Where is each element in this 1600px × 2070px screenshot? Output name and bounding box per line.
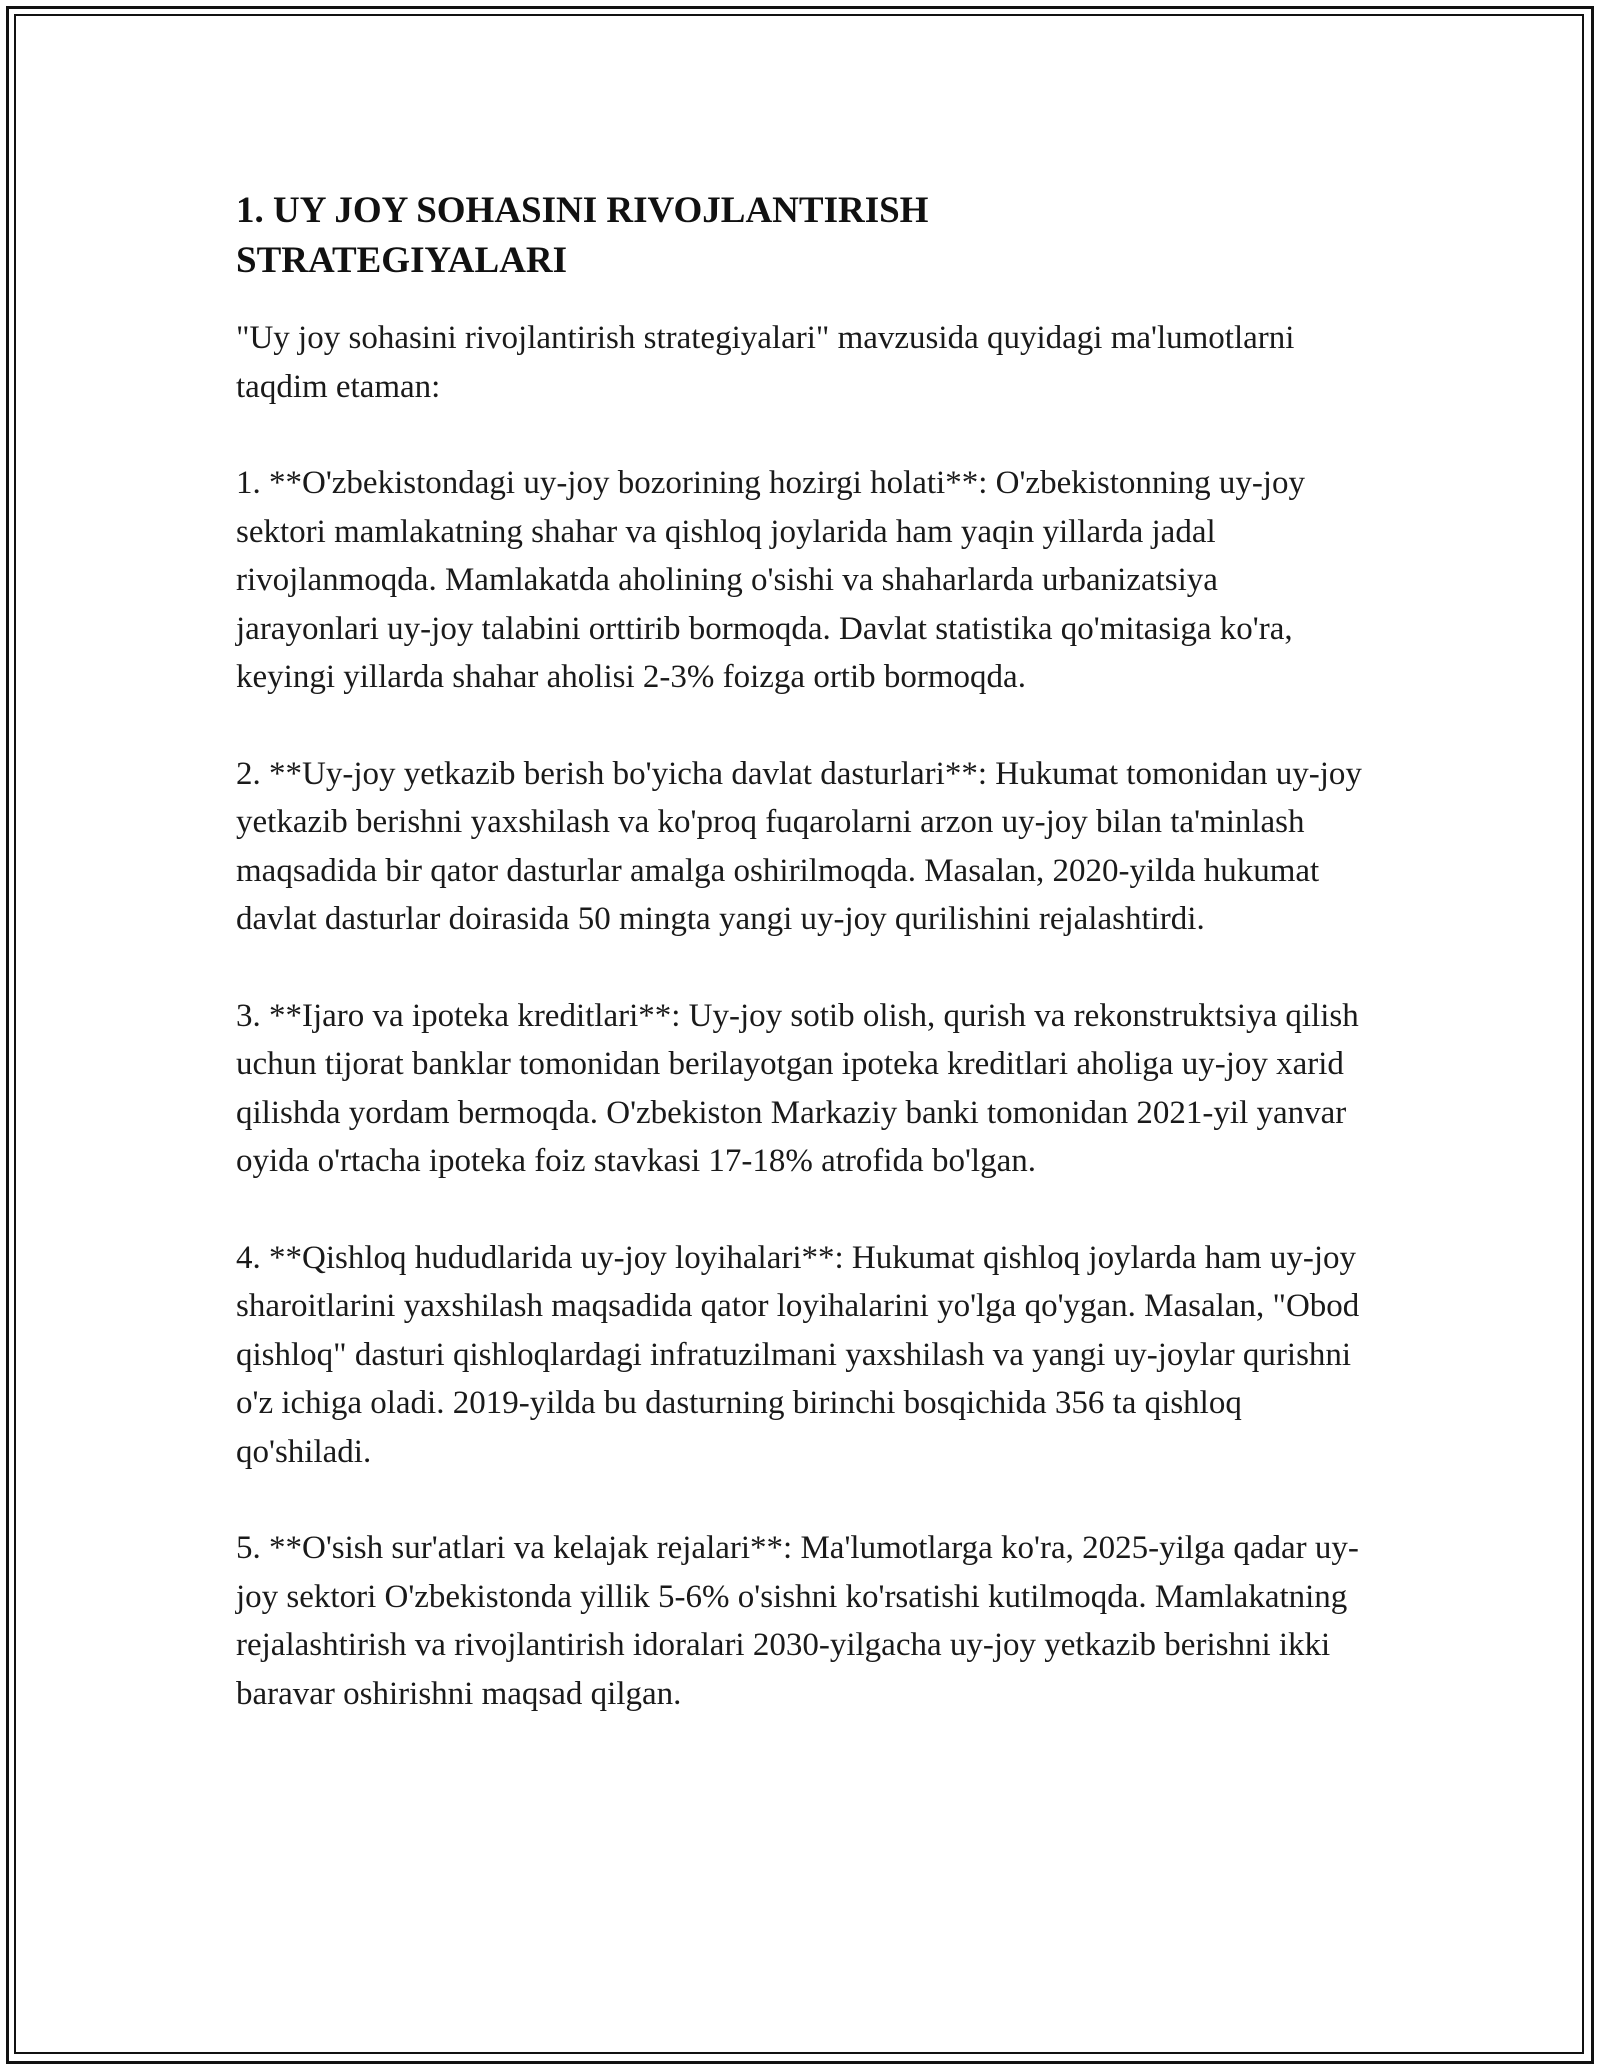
paragraph-rural-projects: 4. **Qishloq hududlarida uy-joy loyihalari**: Hukumat qishloq joylarda ham uy-joy sharoitlarini yaxshilash maqsadida qator loyihalarini yo'lga qo'ygan. Masalan, "Obod qishloq" dasturi qishloqlardagi infratuzilmani yaxshilash va yangi uy-joylar qurishni o'z ichiga oladi. 2019-yilda bu dasturning birinchi bosqichida 356 ta qishloq qo'shiladi. <box>236 1239 1360 1470</box>
paragraph-growth-plans: 5. **O'sish sur'atlari va kelajak rejalari**: Ma'lumotlarga ko'ra, 2025-yilga qadar uy-joy sektori O'zbekistonda yillik 5-6% o'sishni ko'rsatishi kutilmoqda. Mamlakatning rejalashtirish va rivojlantirish idoralari 2030-yilgacha uy-joy yetkazib berishni ikki baravar oshirishni maqsad qilgan. <box>236 1530 1359 1712</box>
intro-paragraph: "Uy joy sohasini rivojlantirish strategiyalari" mavzusida quyidagi ma'lumotlarni taqdim etaman: <box>236 320 1295 405</box>
document-body <box>236 186 1366 1718</box>
paragraph-housing-market: 1. **O'zbekistondagi uy-joy bozorining hozirgi holati**: O'zbekistonning uy-joy sektori mamlakatning shahar va qishloq joylarida ham yaqin yillarda jadal rivojlanmoqda. Mamlakatda aholining o'sishi va shaharlarda urbanizatsiya jarayonlari uy-joy talabini orttirib bormoqda. Davlat statistika qo'mitasiga ko'ra, keyingi yillarda shahar aholisi 2-3% foizga ortib bormoqda. <box>236 465 1305 695</box>
document-title: 1. UY JOY SOHASINI RIVOJLANTIRISH STRATEGIYALARI <box>236 190 929 281</box>
paragraph-mortgage-credits: 3. **Ijaro va ipoteka kreditlari**: Uy-joy sotib olish, qurish va rekonstruktsiya qilish uchun tijorat banklar tomonidan berilayotgan ipoteka kreditlari aholiga uy-joy xarid qilishda yordam bermoqda. O'zbekiston Markaziy banki tomonidan 2021-yil yanvar oyida o'rtacha ipoteka foiz stavkasi 17-18% atrofida bo'lgan. <box>236 997 1359 1179</box>
paragraph-state-programs: 2. **Uy-joy yetkazib berish bo'yicha davlat dasturlari**: Hukumat tomonidan uy-joy yetkazib berishni yaxshilash va ko'proq fuqarolarni arzon uy-joy bilan ta'minlash maqsadida bir qator dasturlar amalga oshirilmoqda. Masalan, 2020-yilda hukumat davlat dasturlar doirasida 50 mingta yangi uy-joy qurilishini rejalashtirdi. <box>236 755 1362 937</box>
